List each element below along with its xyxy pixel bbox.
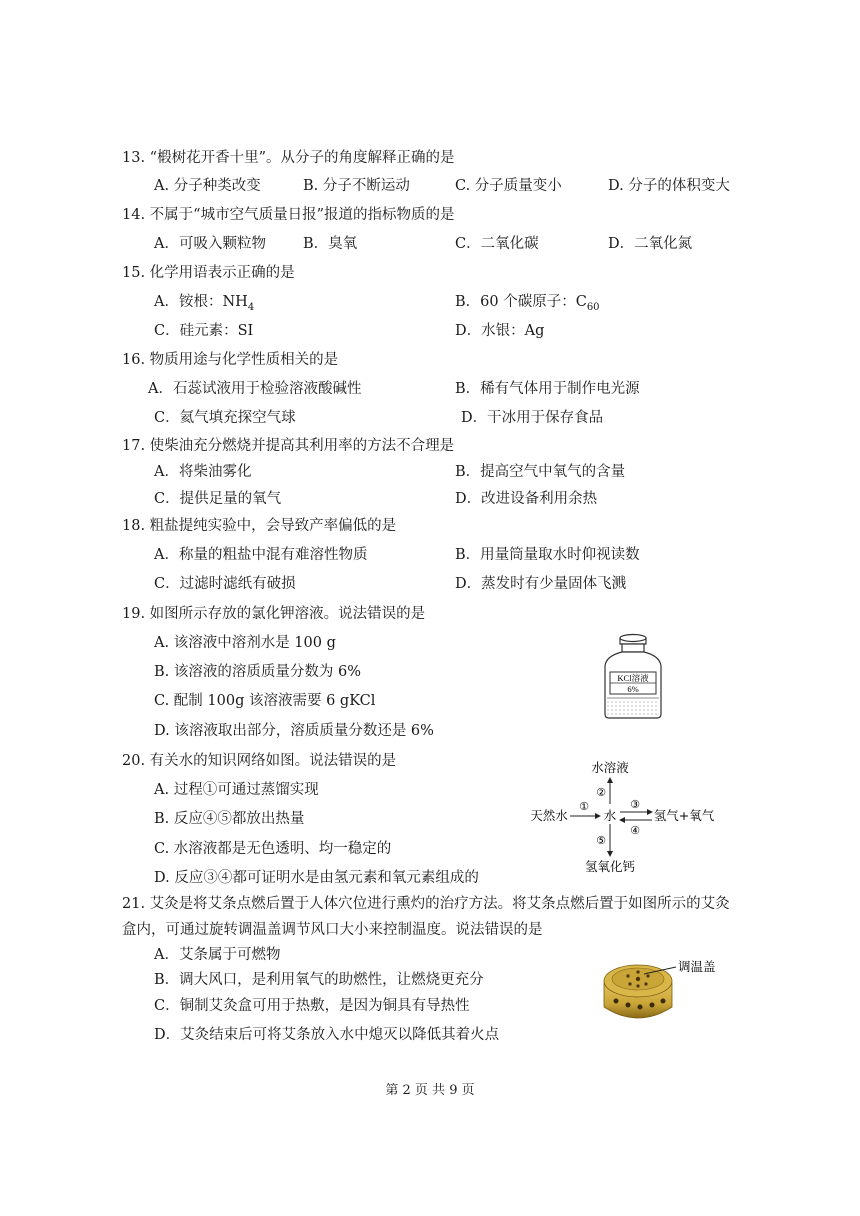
question-16-stem: 16. 物质用途与化学性质相关的是 bbox=[122, 352, 339, 368]
q19-option-a: A. 该溶液中溶剂水是 100 g bbox=[154, 635, 336, 651]
q20-option-b: B. 反应④⑤都放出热量 bbox=[154, 811, 305, 827]
q13-option-c: C. 分子质量变小 bbox=[455, 178, 562, 194]
q17-option-c: C．提供足量的氧气 bbox=[154, 491, 282, 507]
q17-option-b: B．提高空气中氧气的含量 bbox=[455, 464, 626, 480]
q13-option-d: D. 分子的体积变大 bbox=[608, 178, 730, 194]
q19-option-d: D. 该溶液取出部分，溶质质量分数还是 6% bbox=[154, 723, 434, 739]
q20-option-a: A. 过程①可通过蒸馏实现 bbox=[154, 782, 319, 798]
q18-option-a: A．称量的粗盐中混有难溶性物质 bbox=[154, 547, 368, 563]
q18-option-d: D．蒸发时有少量固体飞溅 bbox=[455, 576, 627, 592]
q15-option-b-subscript: 60 bbox=[586, 301, 600, 313]
label-4: ④ bbox=[630, 824, 640, 837]
question-18-stem: 18. 粗盐提纯实验中，会导致产率偏低的是 bbox=[122, 518, 397, 534]
q20-option-c: C. 水溶液都是无色透明、均一稳定的 bbox=[154, 841, 392, 857]
node-hydrogen-oxygen: 氢气+氧气 bbox=[653, 808, 715, 823]
q14-option-b: B．臭氧 bbox=[303, 236, 358, 252]
q15-option-b bbox=[455, 292, 600, 318]
node-calcium-hydroxide: 氢氧化钙 bbox=[584, 859, 636, 874]
q16-option-c: C．氦气填充探空气球 bbox=[154, 410, 296, 426]
q15-option-d: D．水银：Ag bbox=[455, 323, 545, 339]
label-3: ③ bbox=[630, 798, 640, 811]
q21-option-d: D．艾灸结束后可将艾条放入水中熄灭以降低其着火点 bbox=[154, 1027, 500, 1043]
q20-option-d: D. 反应③④都可证明水是由氢元素和氧元素组成的 bbox=[154, 870, 479, 886]
q16-option-b: B．稀有气体用于制作电光源 bbox=[455, 381, 640, 397]
kcl-bottle-figure bbox=[600, 632, 666, 722]
question-13-stem: 13. “椴树花开香十里”。从分子的角度解释正确的是 bbox=[122, 150, 455, 166]
bottle-label-name: KCl溶液 bbox=[617, 673, 649, 683]
q14-option-a: A．可吸入颗粒物 bbox=[154, 236, 266, 252]
question-21-stem: 21. 艾灸是将艾条点燃后置于人体穴位进行熏灼的治疗方法。将艾条点燃后置于如图所示的艾灸盒内，可通过旋转调温盖调节风口大小来控制温度。说法错误的是 bbox=[122, 896, 730, 938]
q15-option-a-subscript: 4 bbox=[247, 301, 255, 313]
q16-option-a: A．石蕊试液用于检验溶液酸碱性 bbox=[148, 381, 362, 397]
question-17-stem: 17. 使柴油充分燃烧并提高其利用率的方法不合理是 bbox=[122, 438, 455, 454]
q13-option-a: A. 分子种类改变 bbox=[154, 178, 261, 194]
q16-option-d: D．干冰用于保存食品 bbox=[461, 410, 604, 426]
q17-option-a: A．将柴油雾化 bbox=[154, 464, 252, 480]
bottle-neck bbox=[622, 644, 644, 652]
question-20-stem: 20. 有关水的知识网络如图。说法错误的是 bbox=[122, 753, 397, 769]
lid-label: 调温盖 bbox=[678, 959, 716, 974]
q18-option-b: B．用量筒量取水时仰视读数 bbox=[455, 547, 640, 563]
node-water: 水 bbox=[603, 808, 617, 823]
water-network-diagram bbox=[528, 758, 728, 878]
q17-option-d: D．改进设备利用余热 bbox=[455, 491, 598, 507]
q14-option-c: C．二氧化碳 bbox=[455, 236, 539, 252]
q15-option-b-text: B．60 个碳原子：C bbox=[455, 294, 587, 310]
node-aqueous-solution: 水溶液 bbox=[591, 760, 629, 775]
q21-option-c: C．铜制艾灸盒可用于热敷，是因为铜具有导热性 bbox=[154, 998, 470, 1014]
q21-option-a: A．艾条属于可燃物 bbox=[154, 947, 281, 963]
q19-option-b: B. 该溶液的溶质质量分数为 6% bbox=[154, 664, 361, 680]
node-natural-water: 天然水 bbox=[530, 808, 568, 823]
q21-option-b: B．调大风口，是利用氧气的助燃性，让燃烧更充分 bbox=[154, 972, 484, 988]
q19-option-c: C. 配制 100g 该溶液需要 6 gKCl bbox=[154, 693, 376, 709]
question-19-stem: 19. 如图所示存放的氯化钾溶液。说法错误的是 bbox=[122, 606, 426, 622]
label-5: ⑤ bbox=[596, 834, 606, 847]
bottle-stopper-top bbox=[620, 635, 646, 642]
q13-option-b: B. 分子不断运动 bbox=[303, 178, 410, 194]
bottle-label-concentration: 6% bbox=[627, 684, 639, 694]
label-2: ② bbox=[596, 786, 606, 799]
q15-option-a-text: A．铵根：NH bbox=[154, 294, 248, 310]
q18-option-c: C．过滤时滤纸有破损 bbox=[154, 576, 296, 592]
moxibustion-box-figure bbox=[600, 955, 730, 1027]
question-15-stem: 15. 化学用语表示正确的是 bbox=[122, 265, 295, 281]
label-1: ① bbox=[579, 800, 589, 813]
q15-option-a bbox=[154, 292, 254, 318]
question-14-stem: 14. 不属于“城市空气质量日报”报道的指标物质的是 bbox=[122, 207, 455, 223]
page-footer: 第 2 页 共 9 页 bbox=[385, 1083, 475, 1098]
q15-option-c: C．硅元素：SI bbox=[154, 323, 254, 339]
q14-option-d: D．二氧化氮 bbox=[608, 236, 693, 252]
